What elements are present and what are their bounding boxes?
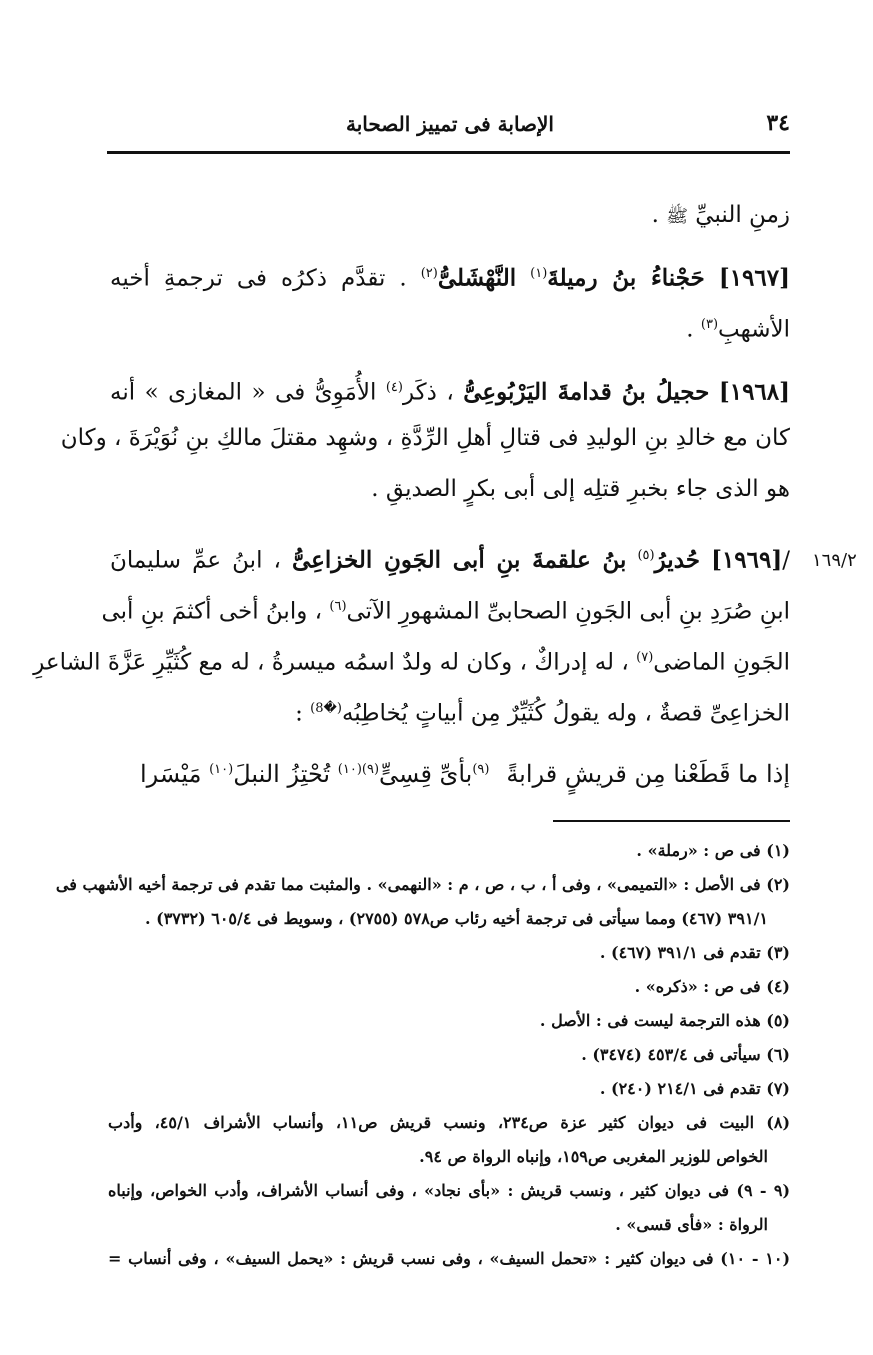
entry-1969 xyxy=(33,530,791,734)
footnote-ref: (٤) xyxy=(385,380,403,395)
footnote-ref: (١) xyxy=(530,266,548,281)
entry-name: حُديرُ xyxy=(654,546,700,574)
footnotes xyxy=(55,834,791,1276)
body-line: الجَونِ الماضى$^{(٧)}$ ، له إدراكٌ ، وكان له ولدٌ اسمُه ميسرةُ ، له مع كُثَيِّرِ عَزَّةَ الشاعرِ xyxy=(33,649,790,676)
entry-1967 xyxy=(110,248,790,350)
running-head xyxy=(110,110,790,140)
entry-number: [١٩٦٨] xyxy=(718,378,791,406)
entry-name: حجيلُ بنُ قدامةَ اليَرْبُوعِىُّ xyxy=(463,378,710,406)
body-line: [١٩٦٨] حجيلُ بنُ قدامةَ اليَرْبُوعِىُّ ، ذكَر$^{(٤)}$ الأُمَوِىُّ فى « المغازى » أنه xyxy=(110,378,791,406)
footnote-continuation: الخواص للوزير المغربى ص١٥٩، وإنباه الرواة ص ٩٤. xyxy=(419,1147,768,1166)
body-line: الأشهبِ$^{(٣)}$ . xyxy=(686,316,790,343)
footnote: (٩ - ٩) فى ديوان كثير ، ونسب قريش : «بأى نجاد» ، وفى أنساب الأشراف، وأدب الخواص، وإنباه xyxy=(108,1181,791,1200)
entry-name: بنُ علقمةَ بنِ أبى الجَونِ الخزاعِىُّ xyxy=(292,546,627,574)
footnote: (١٠ - ١٠) فى ديوان كثير : «تحمل السيف» ، وفى نسب قريش : «يحمل السيف» ، وفى أنساب = xyxy=(108,1249,791,1268)
entry-number: [١٩٦٧] xyxy=(718,264,791,292)
footnote-ref: (�8) xyxy=(310,701,342,716)
entry-1968 xyxy=(60,362,791,515)
footnote-continuation: الرواة : «فأى قسى» . xyxy=(615,1215,768,1234)
margin-reference: ١٦٩/٢ xyxy=(812,550,857,571)
page-break-marker: / xyxy=(782,547,791,574)
body-line: الخزاعِىِّ قصةٌ ، وله يقولُ كُثَيِّرٌ مِن أبياتٍ يُخاطِبُه$^{(�8)}$ : xyxy=(295,700,790,727)
footnote-ref: (٩) xyxy=(361,762,380,777)
footnote-ref: (٥) xyxy=(637,548,655,563)
body-line: ابنِ صُرَدِ بنِ أبى الجَونِ الصحابىِّ المشهورِ الآتى$^{(٦)}$ ، وابنُ أخى أكثمَ بنِ أبى xyxy=(101,598,790,625)
footnote: (٢) فى الأصل : «التميمى» ، وفى أ ، ب ، ص ، م : «النهمى» . والمثبت مما تقدم فى ترجمة أخيه الأشهب فى xyxy=(55,875,790,894)
footnote: (٣) تقدم فى ٣٩١/١ (٤٦٧) . xyxy=(599,943,790,962)
body-line: هو الذى جاء بخبرِ قتلِه إلى أبى بكرٍ الصديقِ . xyxy=(371,476,790,502)
running-title: الإصابة فى تمييز الصحابة xyxy=(346,112,554,136)
footnote: (٧) تقدم فى ٢١٤/١ (٢٤٠) . xyxy=(599,1079,790,1098)
footnote-continuation: ٣٩١/١ (٤٦٧) ومما سيأتى فى ترجمة أخيه رئاب ص٥٧٨ (٢٧٥٥) ، وسويط فى ٦٠٥/٤ (٣٧٣٢) . xyxy=(144,909,768,928)
entry-name: النَّهْشَلىُّ xyxy=(437,264,517,292)
body-line: زمنِ النبيِّ ﷺ . xyxy=(651,202,790,228)
footnote: (٥) هذه الترجمة ليست فى : الأصل . xyxy=(539,1011,790,1030)
footnote-rule xyxy=(553,820,790,822)
footnote-ref: (٣) xyxy=(700,317,719,332)
body-line: كان مع خالدِ بنِ الوليدِ فى قتالِ أهلِ الرِّدَّةِ ، وشهِد مقتلَ مالكِ بنِ نُوَيْرَةَ ، وكان xyxy=(60,425,790,451)
footnote-ref: (٦) xyxy=(329,599,347,614)
verse-hemistich-first: إذا ما قَطَعْنا مِن قريشٍ قرابةً xyxy=(506,760,790,788)
footnote: (٦) سيأتى فى ٤٥٣/٤ (٣٤٧٤) . xyxy=(581,1045,790,1064)
body-line: /[١٩٦٩] حُديرُ$^{(٥)}$ بنُ علقمةَ بنِ أبى الجَونِ الخزاعِىُّ ، ابنُ عمِّ سليمانَ xyxy=(110,546,791,574)
footnote-ref: (٧) xyxy=(636,650,654,665)
poem-verse xyxy=(140,760,790,810)
honorific-glyph: ﷺ xyxy=(666,206,688,227)
footnote: (١) فى ص : «رملة» . xyxy=(636,841,790,860)
footnote-ref: (٩) xyxy=(472,762,490,777)
footnote: (٤) فى ص : «ذكره» . xyxy=(634,977,790,996)
footnote-ref: (٢) xyxy=(420,266,438,281)
entry-number: [١٩٦٩] xyxy=(711,546,783,574)
footnote-ref: (١٠) xyxy=(337,762,362,777)
body-line: [١٩٦٧] حَجْناءُ بنُ رميلةَ$^{(١)}$ النَّهْشَلىُّ$^{(٢)}$ . تقدَّم ذكرُه فى ترجمةِ أخيه xyxy=(110,264,791,292)
header-rule xyxy=(107,151,790,154)
body-text xyxy=(110,190,790,241)
page-number: ٣٤ xyxy=(766,110,790,136)
entry-name: حَجْناءُ بنُ رميلةَ xyxy=(547,264,705,292)
footnote: (٨) البيت فى ديوان كثير عزة ص٢٣٤، ونسب قريش ص١١، وأنساب الأشراف ٤٥/١، وأدب xyxy=(108,1113,791,1132)
verse-hemistich-second: $^{(٩)}$بأىِّ قِسِىٍّ$^{(٩)(١٠)}$ تُحْتِزُ النبلَ$^{(١٠)}$ مَيْسَرا xyxy=(140,760,490,788)
footnote-ref: (١٠) xyxy=(209,762,234,777)
